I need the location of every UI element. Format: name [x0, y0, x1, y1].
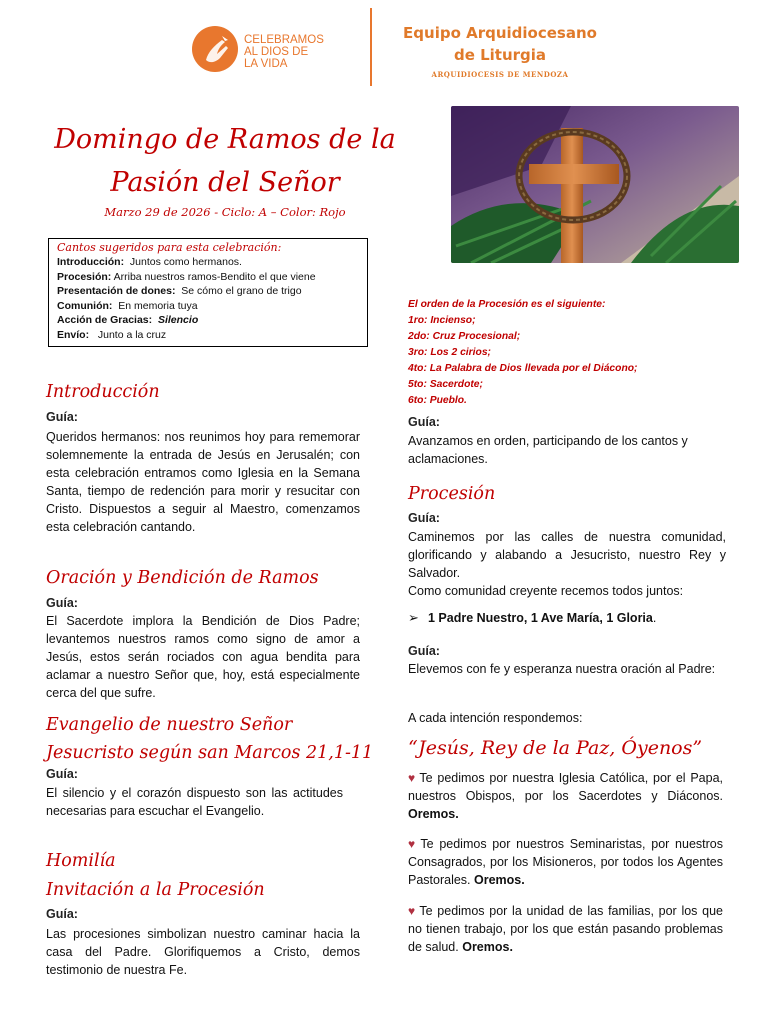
- heart-icon: ♥: [408, 771, 417, 785]
- respondemos-text: A cada intención respondemos:: [408, 711, 583, 725]
- song-value: Junto a la cruz: [97, 328, 167, 341]
- evangelio-heading-1: Evangelio de nuestro Señor: [46, 715, 293, 735]
- homilia-heading: Homilía: [46, 851, 116, 871]
- song-value: Se cómo el grano de trigo: [181, 285, 302, 297]
- procession-order-item: 5to: Sacerdote;: [408, 379, 483, 390]
- song-row: [57, 284, 359, 299]
- procession-order-item: 6to: Pueblo.: [408, 395, 467, 406]
- procession-order-item: 4to: La Palabra de Dios llevada por el Diácono;: [408, 363, 638, 374]
- guia-label: Guía:: [408, 644, 440, 658]
- song-value: En memoria tuya: [118, 299, 198, 312]
- celebramos-logo: [192, 24, 342, 74]
- title-line-2: Pasión del Señor: [110, 167, 340, 198]
- suggested-songs-box: [48, 238, 368, 347]
- oremos-label: Oremos.: [408, 807, 459, 821]
- invitacion-heading: Invitación a la Procesión: [46, 880, 265, 900]
- song-row: [57, 328, 359, 343]
- guia-label: Guía:: [46, 596, 78, 610]
- prayer-bullet: ➢ 1 Padre Nuestro, 1 Ave María, 1 Gloria.: [408, 610, 657, 625]
- introduccion-text: Queridos hermanos: nos reunimos hoy para rememorar solemnemente la entrada de Jesús en Jerusalén; con esta celebración entramos como Iglesia en la Semana Santa, tiempo de redención para morir y resucitar con Cristo. Dispuestos a seguir al Maestro, comenzamos esta celebración cantando.: [46, 430, 360, 534]
- cross-crown-palms-image: [451, 106, 739, 263]
- song-row: [57, 270, 359, 285]
- song-label: Procesión:: [57, 270, 112, 283]
- evangelio-heading-2: Jesucristo según san Marcos 21,1-11: [46, 743, 374, 763]
- org-line-1: Equipo Arquidiocesano: [403, 24, 597, 42]
- intention-item: [408, 902, 723, 956]
- song-label: Presentación de dones:: [57, 285, 176, 297]
- guia-label: Guía:: [408, 415, 440, 429]
- logo-line: AL DIOS DE: [244, 46, 309, 58]
- logo-text: [244, 34, 324, 70]
- song-label: Introducción:: [57, 256, 125, 268]
- caminemos-text: Caminemos por las calles de nuestra comunidad, glorificando y alabando a Jesucristo, nuestro Rey y Salvador.: [408, 530, 726, 580]
- oremos-label: Oremos.: [462, 940, 513, 954]
- intention-text: Te pedimos por nuestra Iglesia Católica, por el Papa, nuestros Obispos, por los Sacerdotes y Diáconos.: [408, 771, 723, 803]
- elevemos-text: Elevemos con fe y esperanza nuestra oración al Padre:: [408, 662, 716, 676]
- oremos-label: Oremos.: [474, 873, 525, 887]
- guia-label: Guía:: [46, 767, 78, 781]
- response-invocation: “Jesús, Rey de la Paz, Óyenos”: [408, 737, 703, 759]
- title-line-1: Domingo de Ramos de la: [54, 124, 396, 155]
- guia-label: Guía:: [46, 907, 78, 921]
- oracion-heading: Oración y Bendición de Ramos: [46, 568, 319, 588]
- header-divider: [370, 8, 372, 86]
- hand-logo-icon: [192, 26, 238, 72]
- song-row: [57, 255, 359, 270]
- intention-item: [408, 769, 723, 823]
- avanzamos-text: Avanzamos en orden, participando de los cantos y aclamaciones.: [408, 434, 688, 466]
- page-title: [40, 118, 410, 204]
- logo-line: LA VIDA: [244, 58, 288, 70]
- guia-label: Guía:: [408, 511, 440, 525]
- song-value: Silencio: [157, 314, 199, 326]
- organization-name: [385, 22, 615, 66]
- song-label: Acción de Gracias:: [57, 314, 153, 326]
- invitacion-text: Las procesiones simbolizan nuestro caminar hacia la casa del Padre. Glorifiquemos a Cristo, demos testimonio de nuestra Fe.: [46, 927, 360, 977]
- song-row: [57, 299, 359, 314]
- intention-text: Te pedimos por nuestros Seminaristas, por nuestros Consagrados, por los Misioneros, por todos los Agentes Pastorales.: [408, 837, 723, 887]
- song-value: Arriba nuestros ramos-Bendito el que viene: [113, 270, 316, 283]
- procession-order-item: 1ro: Incienso;: [408, 315, 476, 326]
- song-label: Comunión:: [57, 299, 113, 312]
- song-label: Envío:: [57, 328, 90, 341]
- intention-item: [408, 835, 723, 889]
- song-row: [57, 313, 359, 328]
- songs-heading: Cantos sugeridos para esta celebración:: [57, 241, 282, 254]
- organization-subtitle: ARQUIDIOCESIS DE MENDOZA: [431, 70, 569, 79]
- procession-order-item: El orden de la Procesión es el siguiente:: [408, 299, 606, 310]
- logo-line: CELEBRAMOS: [244, 34, 324, 46]
- song-value: Juntos como hermanos.: [129, 256, 242, 268]
- introduccion-heading: Introducción: [46, 382, 160, 402]
- procesion-heading: Procesión: [408, 484, 496, 504]
- arrow-bullet-icon: ➢: [408, 610, 419, 625]
- intention-text: Te pedimos por la unidad de las familias, por los que no tienen trabajo, por los que están pasando problemas de salud.: [408, 904, 723, 954]
- procession-order-item: 2do: Cruz Procesional;: [408, 331, 521, 342]
- heart-icon: ♥: [408, 904, 417, 918]
- guia-label: Guía:: [46, 410, 78, 424]
- prayer-bullet-text: 1 Padre Nuestro, 1 Ave María, 1 Gloria: [428, 611, 653, 625]
- heart-icon: ♥: [408, 837, 418, 851]
- procession-order-list: [408, 297, 728, 409]
- evangelio-text: El silencio y el corazón dispuesto son las actitudes necesarias para escuchar el Evangelio.: [46, 786, 343, 818]
- comunidad-text: Como comunidad creyente recemos todos juntos:: [408, 584, 684, 598]
- date-cycle-color: Marzo 29 de 2026 - Ciclo: A – Color: Rojo: [104, 205, 346, 219]
- procession-order-item: 3ro: Los 2 cirios;: [408, 347, 491, 358]
- org-line-2: de Liturgia: [453, 46, 547, 64]
- oracion-text: El Sacerdote implora la Bendición de Dios Padre; levantemos nuestros ramos como signo de amor a Jesús, estos serán rociados con agua bendita para aclamar a nuestro Señor que, hoy, está especialmente cerca del que sufre.: [46, 614, 360, 700]
